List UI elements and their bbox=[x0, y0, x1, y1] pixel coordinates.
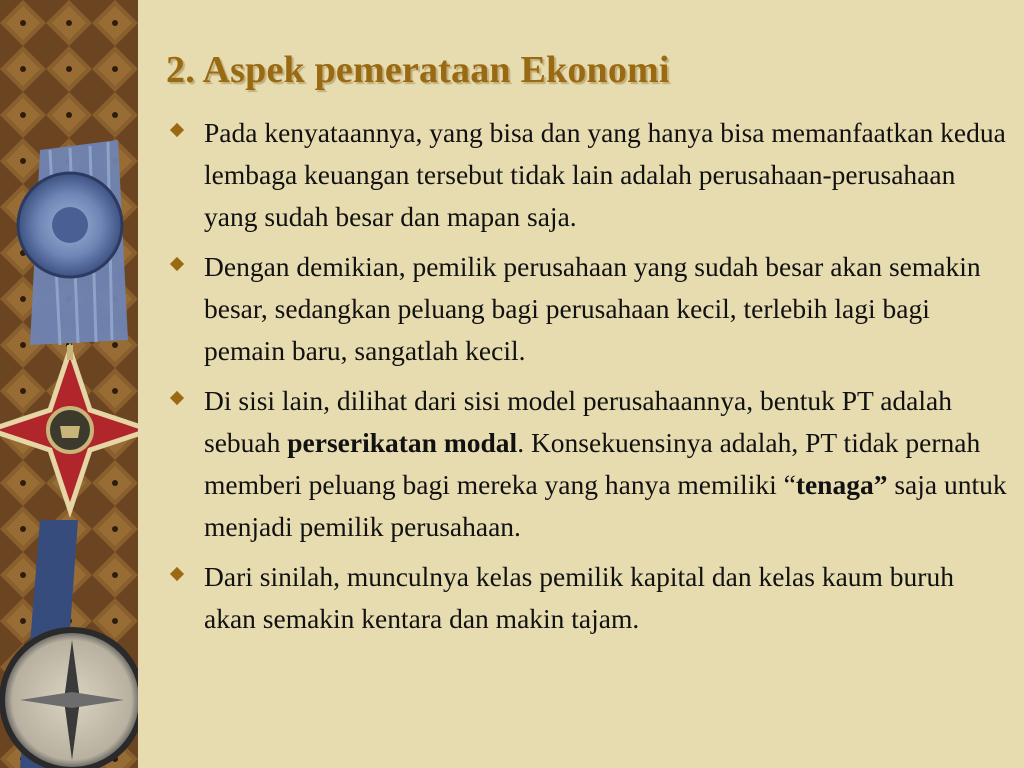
bullet-text bbox=[204, 251, 981, 366]
diamond-bullet-icon bbox=[170, 391, 184, 405]
slide-content bbox=[138, 0, 1024, 768]
bullet-item bbox=[160, 246, 1010, 372]
bullet-text bbox=[204, 385, 1007, 542]
bullet-list bbox=[160, 112, 1010, 648]
medal-compass-illustration bbox=[0, 0, 138, 768]
diamond-bullet-icon bbox=[170, 567, 184, 581]
diamond-bullet-icon bbox=[170, 257, 184, 271]
bullet-text bbox=[204, 561, 954, 634]
bullet-item bbox=[160, 380, 1010, 548]
text-run: saja untuk menjadi pemilik perusahaan. bbox=[204, 469, 1007, 542]
bullet-item bbox=[160, 556, 1010, 640]
text-run: . Konsekuensinya adalah, PT tidak pernah memberi peluang bagi mereka yang hanya memiliki “ bbox=[204, 427, 981, 500]
slide-title: 2. Aspek pemerataan Ekonomi bbox=[166, 49, 670, 91]
text-run: Di sisi lain, dilihat dari sisi model perusahaannya, bentuk PT adalah sebuah bbox=[204, 385, 952, 458]
side-decoration-image bbox=[0, 0, 138, 768]
text-run: Dari sinilah, munculnya kelas pemilik kapital dan kelas kaum buruh akan semakin kentara dan makin tajam. bbox=[204, 561, 954, 634]
diamond-bullet-icon bbox=[170, 123, 184, 137]
text-run: Dengan demikian, pemilik perusahaan yang sudah besar akan semakin besar, sedangkan peluang bagi perusahaan kecil, terlebih lagi bagi pemain baru, sangatlah kecil. bbox=[204, 251, 981, 366]
bullet-text bbox=[204, 117, 1006, 232]
text-run: Pada kenyataannya, yang bisa dan yang hanya bisa memanfaatkan kedua lembaga keuangan tersebut tidak lain adalah perusahaan-perusahaan yang sudah besar dan mapan saja. bbox=[204, 117, 1006, 232]
bold-phrase: tenaga” bbox=[795, 469, 888, 500]
bold-phrase: perserikatan modal bbox=[287, 427, 518, 458]
bullet-item bbox=[160, 112, 1010, 238]
